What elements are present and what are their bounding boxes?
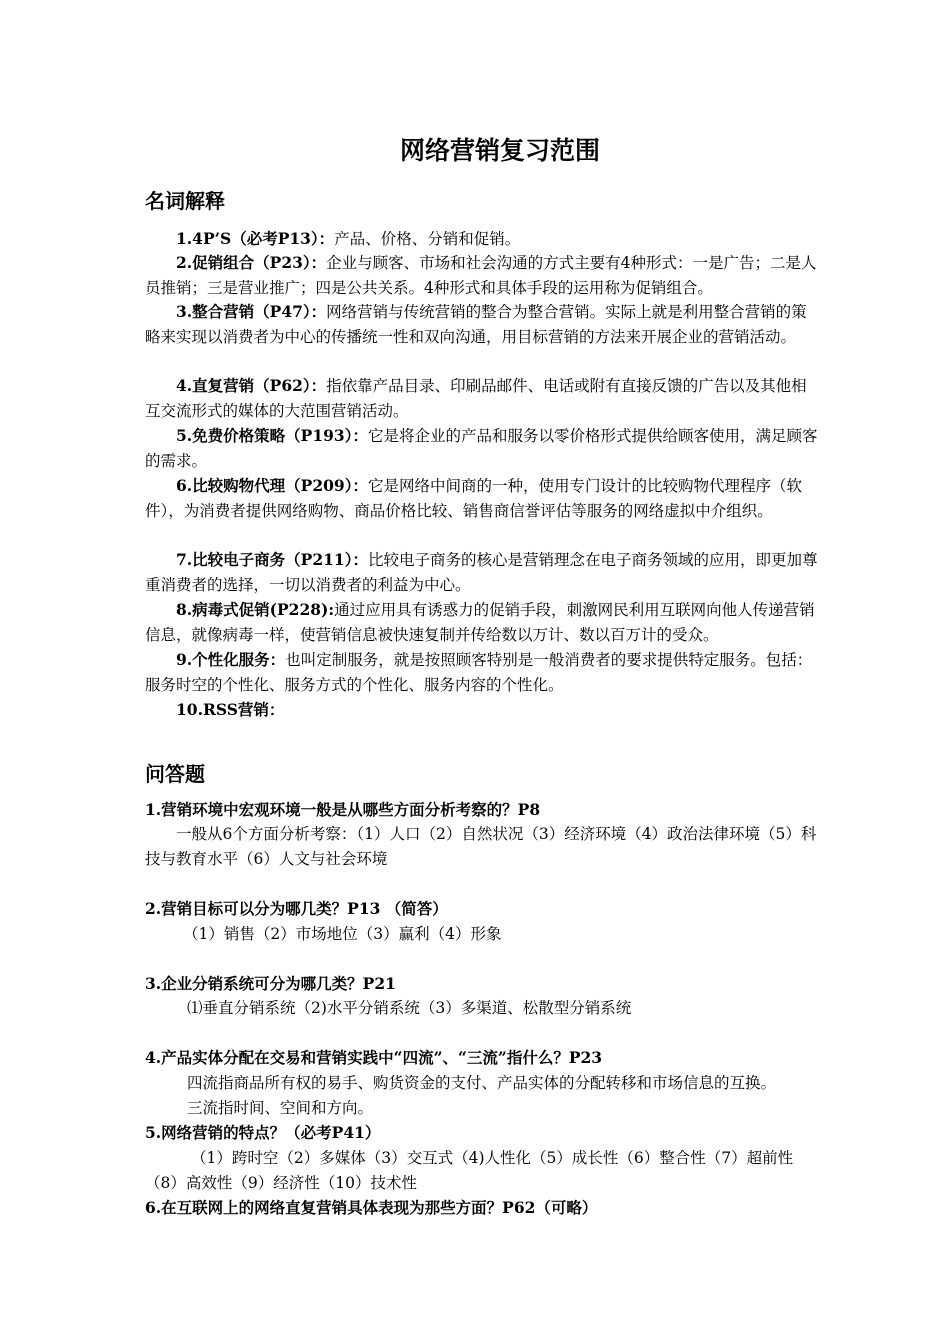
definition-item [145, 598, 820, 647]
definition-term: 9.个性化服务： [176, 650, 286, 669]
definition-text: 通过应用具有诱惑力的促销手段，刺激网民利用互联网向他人传递营销信息，就像病毒一样，使营销信息被快速复制并传给数以万计、数以百万计的受众。 [145, 601, 815, 644]
definition-text: 它是网络中间商的一种，使用专门设计的比较购物代理程序（软件），为消费者提供网络购物、商品价格比较、销售商信誉评估等服务的网络虚拟中介组织。 [145, 477, 802, 520]
definition-item [145, 548, 820, 597]
definition-item [145, 474, 820, 523]
definition-term: 10.RSS营销： [176, 700, 285, 719]
answer-text: （1）销售（2）市场地位（3）赢利（4）形象 [183, 925, 502, 943]
definition-text: 企业与顾客、市场和社会沟通的方式主要有4种形式：一是广告；二是人员推销；三是营业推广；四是公共关系。4种形式和具体手段的运用称为促销组合。 [145, 254, 817, 297]
question-title: 3.企业分销系统可分为哪几类？P21 [145, 974, 396, 993]
definition-text: 产品、价格、分销和促销。 [334, 230, 521, 248]
question-title: 4.产品实体分配在交易和营销实践中“四流”、“三流”指什么？P23 [145, 1048, 603, 1067]
answer-text: 四流指商品所有权的易手、购货资金的支付、产品实体的分配转移和市场信息的互换。 [187, 1074, 777, 1092]
definition-term: 6.比较购物代理（P209）： [176, 476, 368, 495]
definitions-heading: 名词解释 [145, 189, 225, 213]
definition-item [145, 424, 820, 473]
definition-item [145, 300, 820, 349]
question-title: 6.在互联网上的网络直复营销具体表现为那些方面？P62（可略） [145, 1198, 598, 1217]
question-title: 2.营销目标可以分为哪几类？P13 （简答） [145, 899, 448, 918]
answer-text: 一般从6个方面分析考察：（1）人口（2）自然状况（3）经济环境（4）政治法律环境（5）科技与教育水平（6）人文与社会环境 [145, 825, 817, 868]
definition-term: 7.比较电子商务（P211）： [176, 550, 368, 569]
definition-item [145, 648, 820, 697]
definition-term: 5.免费价格策略（P193）： [176, 426, 368, 445]
answer-text: （1）跨时空（2）多媒体（3）交互式（4)人性化（5）成长性（6）整合性（7）超前性（8）高效性（9）经济性（10）技术性 [145, 1149, 794, 1192]
definition-text: 它是将企业的产品和服务以零价格形式提供给顾客使用，满足顾客的需求。 [145, 427, 818, 470]
definition-item [145, 251, 820, 300]
definition-term: 4.直复营销（P62）： [176, 376, 327, 395]
definition-item [145, 698, 820, 723]
definition-text: 也叫定制服务，就是按照顾客特别是一般消费者的要求提供特定服务。包括：服务时空的个性化、服务方式的个性化、服务内容的个性化。 [145, 651, 813, 694]
definition-term: 8.病毒式促销(P228): [176, 600, 335, 619]
definition-item [145, 374, 820, 423]
definition-term: 3.整合营销（P47）： [176, 302, 327, 321]
definition-term: 1.4P’S（必考P13）： [176, 229, 335, 248]
document-title: 网络营销复习范围 [399, 136, 600, 165]
definition-text: 指依靠产品目录、印刷品邮件、电话或附有直接反馈的广告以及其他相互交流形式的媒体的大范围营销活动。 [145, 377, 807, 420]
definition-term: 2.促销组合（P23）： [176, 253, 327, 272]
question-title: 5.网络营销的特点？（必考P41） [145, 1123, 381, 1142]
question-title: 1.营销环境中宏观环境一般是从哪些方面分析考察的？P8 [145, 800, 541, 819]
definition-item [145, 227, 820, 252]
qa-heading: 问答题 [145, 762, 205, 786]
definition-text: 比较电子商务的核心是营销理念在电子商务领域的应用，即更加尊重消费者的选择，一切以消费者的利益为中心。 [145, 551, 818, 594]
answer-text: 三流指时间、空间和方向。 [187, 1099, 374, 1117]
answer-text: ⑴垂直分销系统（2)水平分销系统（3）多渠道、松散型分销系统 [187, 999, 632, 1017]
definition-text: 网络营销与传统营销的整合为整合营销。实际上就是利用整合营销的策略来实现以消费者为中心的传播统一性和双向沟通，用目标营销的方法来开展企业的营销活动。 [145, 303, 807, 346]
